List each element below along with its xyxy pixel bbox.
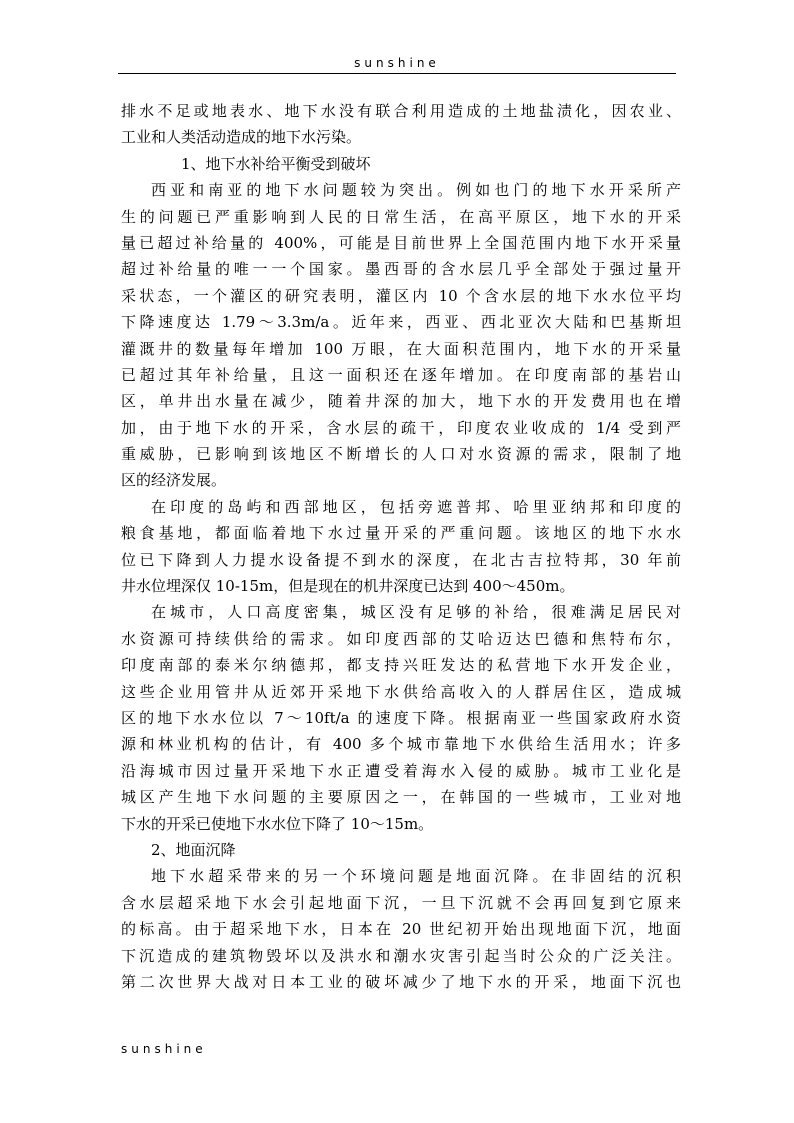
text-line: 区的经济发展。 xyxy=(121,471,227,490)
text-line: 沿海城市因过量开采地下水正遭受着海水入侵的威胁。城市工业化是 xyxy=(121,761,681,780)
text-line: 源和林业机构的估计，有 400 多个城市靠地下水供给生活用水；许多 xyxy=(121,735,681,754)
text-line: 下水的开采已使地下水水位下降了 10～15m。 xyxy=(121,814,434,833)
text-line: 加，由于地下水的开采，含水层的疏干，印度农业收成的 1/4 受到严 xyxy=(121,418,681,437)
text-line: 超过补给量的唯一一个国家。墨西哥的含水层几乎全部处于强过量开 xyxy=(121,260,681,279)
text-line: 这些企业用管井从近郊开采地下水供给高收入的人群居住区，造成城 xyxy=(121,682,681,701)
page-footer: sunshine xyxy=(121,1042,207,1056)
text-line: 已超过其年补给量，且这一面积还在逐年增加。在印度南部的基岩山 xyxy=(121,365,681,384)
text-line: 区，单井出水量在减少，随着井深的加大，地下水的开发费用也在增 xyxy=(121,392,681,411)
text-line: 含水层超采地下水会引起地面下沉，一旦下沉就不会再回复到它原来 xyxy=(121,893,681,912)
text-line: 地下水超采带来的另一个环境问题是地面沉降。在非固结的沉积 xyxy=(151,867,681,886)
text-line: 印度南部的泰米尔纳德邦，都支持兴旺发达的私营地下水开发企业， xyxy=(121,656,681,675)
text-line: 工业和人类活动造成的地下水污染。 xyxy=(121,128,362,147)
text-line: 位已下降到人力提水设备提不到水的深度，在北古吉拉特邦，30 年前 xyxy=(121,550,681,569)
text-line: 第二次世界大战对日本工业的破坏减少了地下水的开采，地面下沉也 xyxy=(121,972,681,991)
header-rule xyxy=(118,73,676,74)
text-line: 采状态，一个灌区的研究表明，灌区内 10 个含水层的地下水水位平均 xyxy=(121,286,681,305)
section-heading: 2、地面沉降 xyxy=(151,840,236,859)
text-line: 的标高。由于超采地下水，日本在 20 世纪初开始出现地面下沉，地面 xyxy=(121,920,681,939)
text-line: 生的问题已严重影响到人民的日常生活，在高平原区，地下水的开采 xyxy=(121,207,681,226)
text-line: 下沉造成的建筑物毁坏以及洪水和潮水灾害引起当时公众的广泛关注。 xyxy=(121,946,681,965)
text-line: 水资源可持续供给的需求。如印度西部的艾哈迈达巴德和焦特布尔， xyxy=(121,629,681,648)
body-text xyxy=(121,98,681,995)
text-line: 重威胁，已影响到该地区不断增长的人口对水资源的需求，限制了地 xyxy=(121,445,681,464)
text-line: 区的地下水水位以 7～10ft/a 的速度下降。根据南亚一些国家政府水资 xyxy=(121,708,681,727)
page-header: sunshine xyxy=(354,56,440,70)
text-line: 粮食基地，都面临着地下水过量开采的严重问题。该地区的地下水水 xyxy=(121,524,681,543)
text-line: 灌溉井的数量每年增加 100 万眼，在大面积范围内，地下水的开采量 xyxy=(121,339,681,358)
text-line: 井水位埋深仅 10-15m，但是现在的机井深度已达到 400～450m。 xyxy=(121,577,575,596)
text-line: 在城市，人口高度密集，城区没有足够的补给，很难满足居民对 xyxy=(151,603,681,622)
text-line: 城区产生地下水问题的主要原因之一，在韩国的一些城市，工业对地 xyxy=(121,788,681,807)
text-line: 在印度的岛屿和西部地区，包括旁遮普邦、哈里亚纳邦和印度的 xyxy=(151,497,681,516)
text-line: 西亚和南亚的地下水问题较为突出。例如也门的地下水开采所产 xyxy=(151,181,681,200)
text-line: 量已超过补给量的 400%，可能是目前世界上全国范围内地下水开采量 xyxy=(121,233,681,252)
text-line: 下降速度达 1.79～3.3m/a。近年来，西亚、西北亚次大陆和巴基斯坦 xyxy=(121,313,681,332)
section-heading: 1、地下水补给平衡受到破坏 xyxy=(181,154,371,173)
text-line: 排水不足或地表水、地下水没有联合利用造成的土地盐渍化，因农业、 xyxy=(121,102,681,120)
